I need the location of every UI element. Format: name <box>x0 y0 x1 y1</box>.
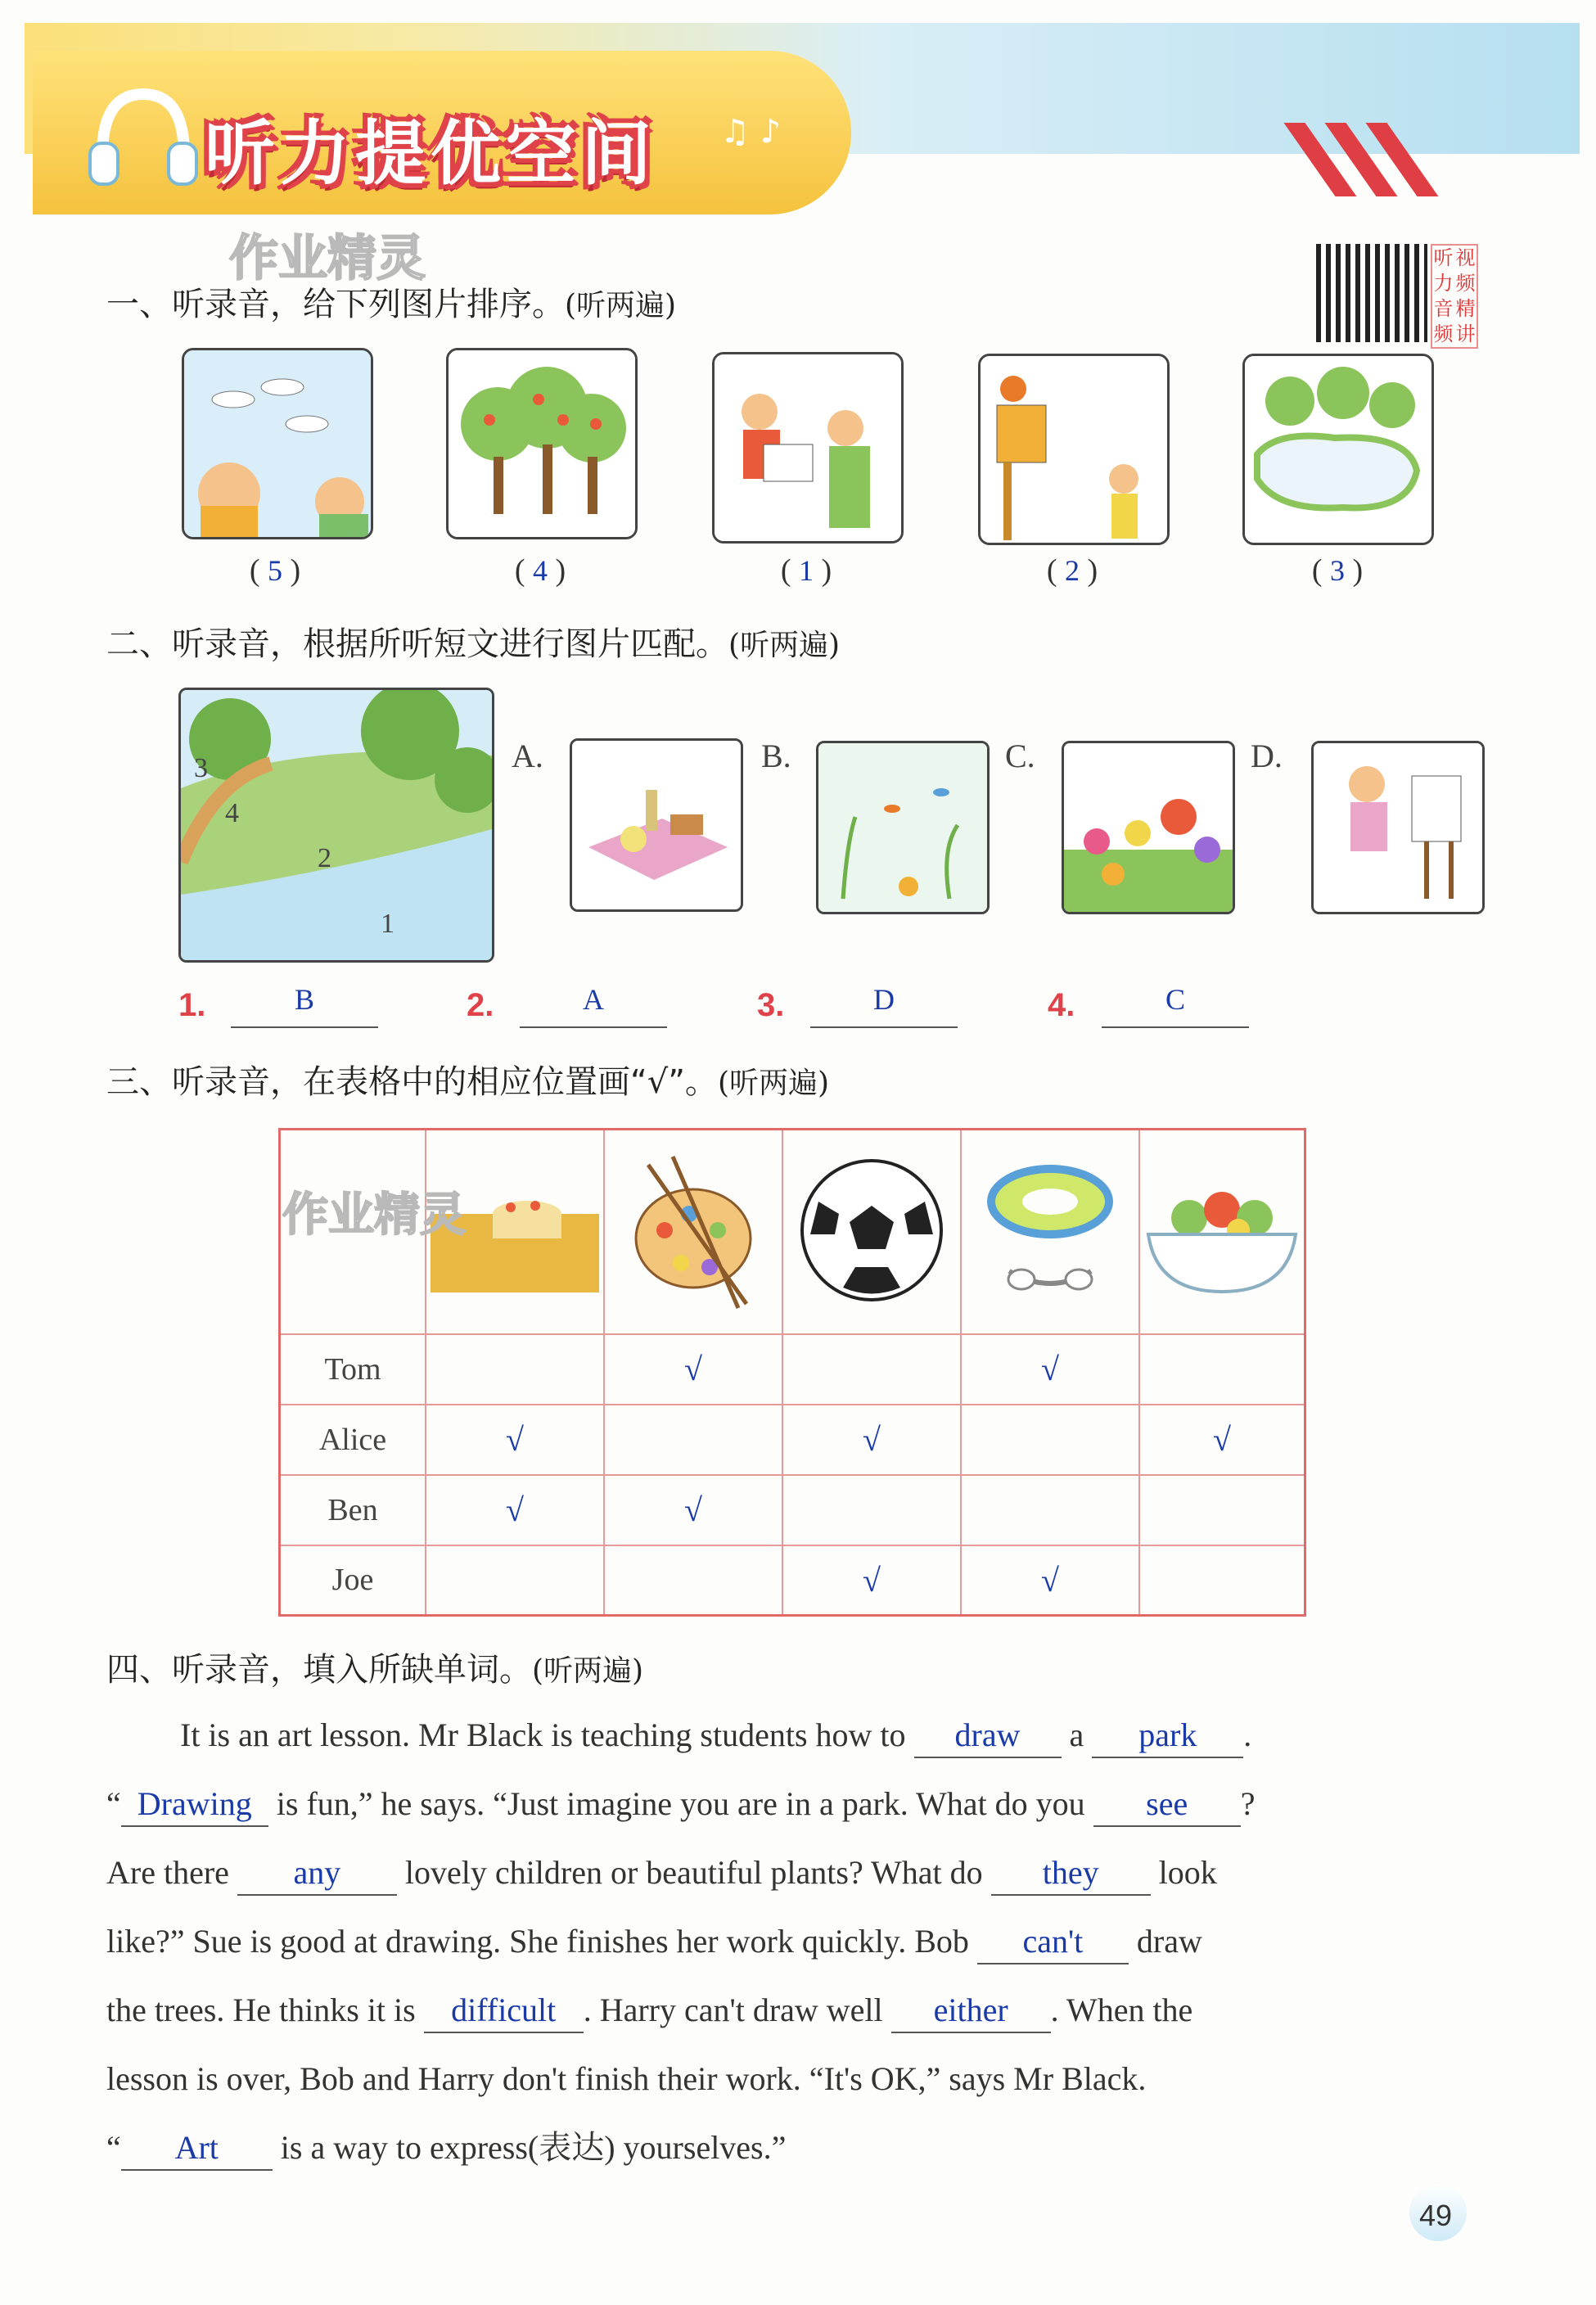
check-cell[interactable] <box>961 1475 1139 1545</box>
picture-park-lake <box>1242 354 1434 545</box>
table-row <box>280 1475 1305 1545</box>
column-salad <box>1139 1130 1305 1334</box>
option-label-d: D. <box>1251 738 1283 774</box>
picture-apple-trees <box>446 348 638 539</box>
picture-boys-painting <box>712 352 904 544</box>
check-cell[interactable] <box>604 1545 782 1616</box>
check-cell[interactable] <box>1139 1334 1305 1405</box>
column-painting <box>604 1130 782 1334</box>
row-name: Ben <box>280 1475 426 1545</box>
option-label-a: A. <box>512 738 543 774</box>
headphones-icon <box>82 78 205 192</box>
watermark: 作业精灵 <box>282 1189 466 1242</box>
music-note-icon: ♫ ♪ <box>720 113 782 151</box>
section1-title: 一、听录音，给下列图片排序。(听两遍) <box>106 286 677 323</box>
passage-line: “ Art is a way to express(表达) yourselves.” <box>106 2113 1490 2182</box>
blank-1[interactable]: draw <box>914 1714 1062 1758</box>
table-row <box>280 1545 1305 1616</box>
question-number: 4. <box>1048 987 1075 1023</box>
map-number: 4 <box>225 798 239 828</box>
check-cell[interactable]: √ <box>1139 1405 1305 1475</box>
section2-title: 二、听录音，根据所听短文进行图片匹配。(听两遍) <box>106 625 841 663</box>
row-name: Tom <box>280 1334 426 1405</box>
paint-palette-icon <box>615 1148 771 1312</box>
check-cell[interactable]: √ <box>782 1405 961 1475</box>
blank-10[interactable]: Art <box>121 2127 273 2171</box>
check-cell[interactable] <box>782 1475 961 1545</box>
qr-label: 听 视 力 频 音 精 频 讲 <box>1431 244 1478 349</box>
swim-ring-icon <box>976 1148 1124 1312</box>
check-cell[interactable] <box>1139 1475 1305 1545</box>
check-cell[interactable]: √ <box>426 1405 604 1475</box>
picture-ducks <box>182 348 373 539</box>
picture-flowers <box>1062 741 1235 914</box>
passage-line: the trees. He thinks it is difficult . Harry can't draw well either . When the <box>106 1976 1490 2045</box>
picture-fish-tank <box>816 741 990 914</box>
blank-7[interactable]: can't <box>977 1920 1129 1964</box>
column-football <box>782 1130 961 1334</box>
question-number: 3. <box>757 987 785 1023</box>
map-number: 2 <box>318 843 331 873</box>
passage-line: like?” Sue is good at drawing. She finishes her work quickly. Bob can't draw <box>106 1907 1490 1976</box>
passage-line: Are there any lovely children or beautiful plants? What do they look <box>106 1838 1490 1907</box>
answer-slot-3[interactable]: ( 1 ) <box>780 553 832 588</box>
answer-slot-4[interactable]: ( 2 ) <box>1046 553 1098 588</box>
question-number: 1. <box>178 987 206 1023</box>
check-cell[interactable] <box>782 1334 961 1405</box>
page-number: 49 <box>1419 2199 1453 2232</box>
check-cell[interactable]: √ <box>604 1334 782 1405</box>
map-number: 3 <box>194 753 208 783</box>
row-name: Alice <box>280 1405 426 1475</box>
picture-girl-painting <box>1311 741 1485 914</box>
answer-blank-3[interactable]: D <box>810 982 958 1028</box>
map-number: 1 <box>381 909 394 939</box>
check-cell[interactable]: √ <box>426 1475 604 1545</box>
passage-line: “ Drawing is fun,” he says. “Just imagine you are in a park. What do you see ? <box>106 1770 1490 1838</box>
page-header-title: 听力提优空间 <box>205 113 656 195</box>
passage-line: lesson is over, Bob and Harry don't finish their work. “It's OK,” says Mr Black. <box>106 2060 1147 2097</box>
section3-title: 三、听录音，在表格中的相应位置画“√”。(听两遍) <box>106 1063 830 1101</box>
table-row <box>280 1405 1305 1475</box>
question-number: 2. <box>467 987 494 1023</box>
check-cell[interactable]: √ <box>604 1475 782 1545</box>
check-cell[interactable]: √ <box>782 1545 961 1616</box>
passage-line: It is an art lesson. Mr Black is teaching students how to draw a park . <box>106 1701 1490 1770</box>
check-cell[interactable] <box>426 1545 604 1616</box>
table-row <box>280 1334 1305 1405</box>
check-cell[interactable] <box>961 1405 1139 1475</box>
section4-title: 四、听录音，填入所缺单词。(听两遍) <box>106 1651 644 1689</box>
answer-blank-1[interactable]: B <box>231 982 378 1028</box>
football-icon <box>794 1152 949 1308</box>
option-label-c: C. <box>1005 738 1035 774</box>
watermark: 作业精灵 <box>229 230 426 287</box>
qr-code-icon[interactable] <box>1316 244 1427 342</box>
blank-5[interactable]: any <box>237 1852 397 1896</box>
answer-slot-2[interactable]: ( 4 ) <box>514 553 566 588</box>
check-cell[interactable]: √ <box>961 1545 1139 1616</box>
blank-9[interactable]: either <box>891 1989 1051 2033</box>
column-swimming <box>961 1130 1139 1334</box>
answer-blank-4[interactable]: C <box>1102 982 1249 1028</box>
check-cell[interactable]: √ <box>961 1334 1139 1405</box>
check-cell[interactable] <box>1139 1545 1305 1616</box>
check-cell[interactable] <box>604 1405 782 1475</box>
blank-3[interactable]: Drawing <box>121 1783 268 1827</box>
blank-8[interactable]: difficult <box>424 1989 584 2033</box>
check-cell[interactable] <box>426 1334 604 1405</box>
picture-picnic <box>570 738 743 912</box>
picture-basketball <box>978 354 1170 545</box>
blank-2[interactable]: park <box>1092 1714 1243 1758</box>
row-name: Joe <box>280 1545 426 1616</box>
answer-slot-1[interactable]: ( 5 ) <box>249 553 301 588</box>
answer-blank-2[interactable]: A <box>520 982 667 1028</box>
answer-slot-5[interactable]: ( 3 ) <box>1311 553 1364 588</box>
cloze-passage <box>106 1701 1490 2182</box>
salad-bowl-icon <box>1140 1161 1304 1300</box>
blank-6[interactable]: they <box>991 1852 1151 1896</box>
option-label-b: B. <box>761 738 791 774</box>
blank-4[interactable]: see <box>1093 1783 1241 1827</box>
